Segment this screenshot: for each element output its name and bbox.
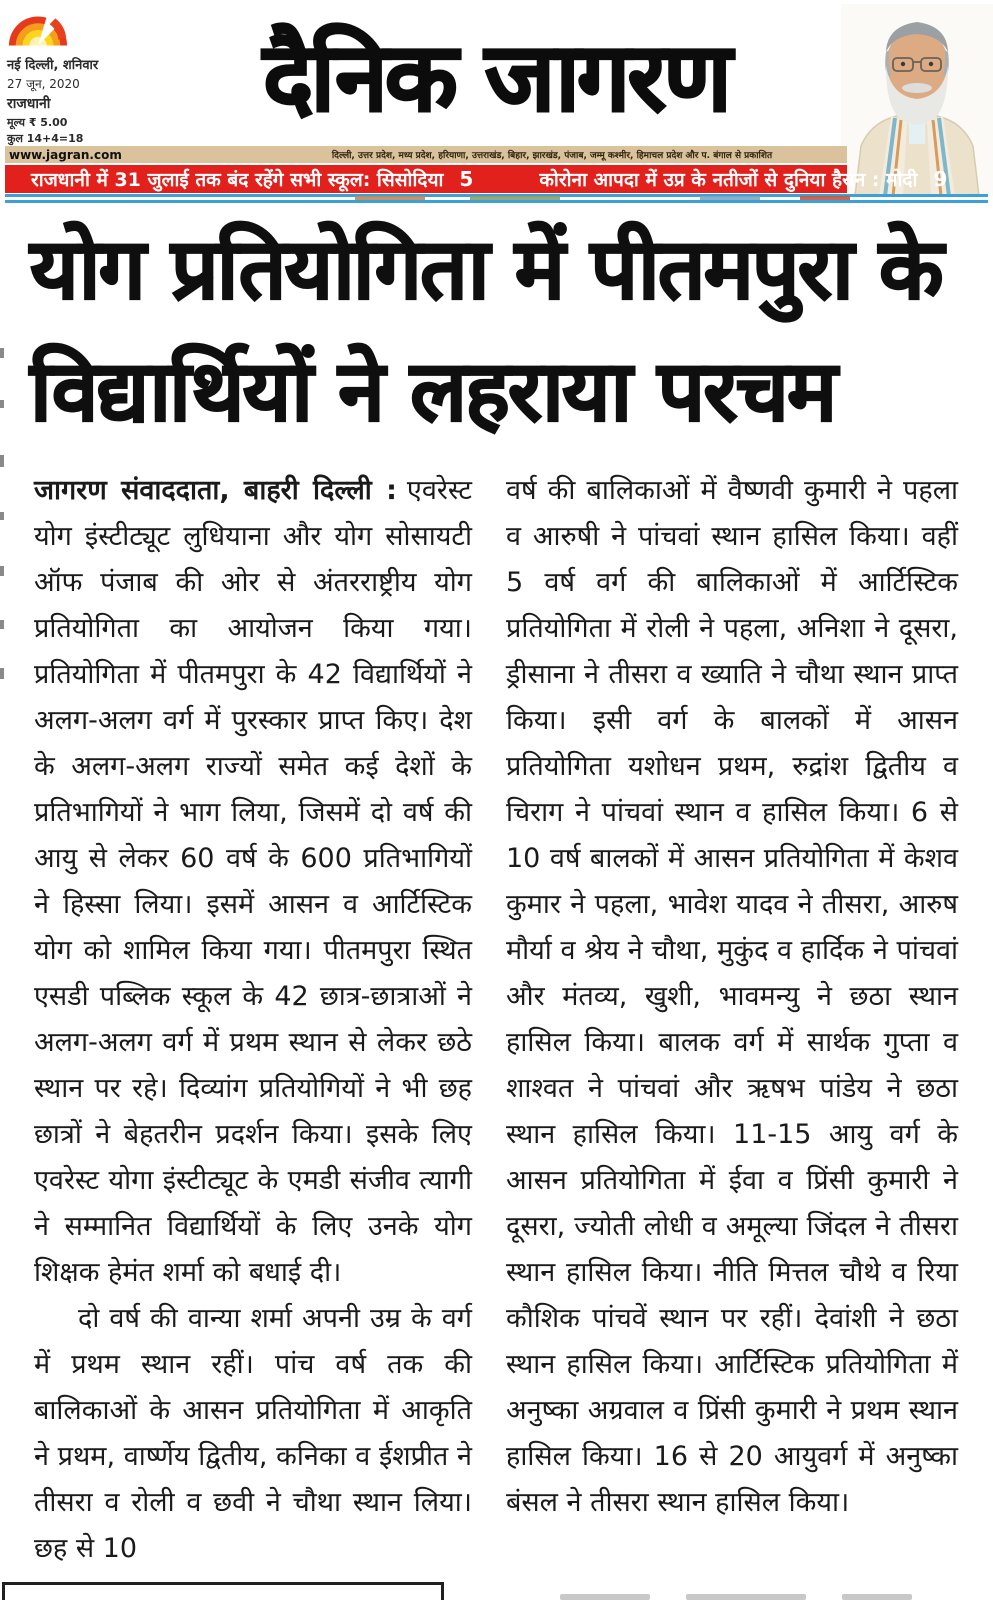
edition-date: 27 जून, 2020 <box>7 77 80 91</box>
article-column-right <box>506 468 958 1572</box>
ticker-right-headline: कोरोना आपदा में उप्र के नतीजों से दुनिया हैरान : मोदी <box>539 169 918 191</box>
headline-ticker <box>5 165 948 193</box>
website-url: www.jagran.com <box>9 147 122 162</box>
cutoff-text-stub <box>560 1594 650 1600</box>
edition-pages: कुल 14+4=18 <box>7 132 84 145</box>
article-column-left <box>34 468 472 1572</box>
edition-price: मूल्य ₹ 5.00 <box>7 116 68 129</box>
page-edge-mark <box>0 620 4 629</box>
page-edge-mark <box>0 455 4 467</box>
separator-rule-bottom <box>5 200 988 203</box>
web-strip <box>5 146 847 163</box>
article-body <box>34 468 958 1572</box>
byline: जागरण संवाददाता, बाहरी दिल्ली : <box>34 475 397 506</box>
ticker-left-page-number: 5 <box>459 167 474 191</box>
page-edge-mark <box>0 566 4 576</box>
newspaper-title: दैनिक जागरण <box>263 22 729 133</box>
jagran-sun-logo <box>7 12 69 48</box>
article-paragraph: वर्ष की बालिकाओं में वैष्णवी कुमारी ने पहला व आरुषी ने पांचवां स्थान हासिल किया। वहीं 5 वर्ष वर्ग की बालिकाओं में आर्टिस्टिक प्रतियोगिता में रोली ने पहला, अनिशा ने दूसरा, ड्रीसाना ने तीसरा व ख्याति ने चौथा स्थान प्राप्त किया। इसी वर्ग के बालकों में आसन प्रतियोगिता यशोधन प्रथम, रुद्रांश द्वितीय व चिराग ने पांचवां स्थान व हासिल किया। 6 से 10 वर्ष बालकों में आसन प्रतियोगिता में केशव कुमार ने पहला, भावेश यादव ने तीसरा, आरुष मौर्या व श्रेय ने चौथा, मुकुंद व हार्दिक ने पांचवां और मंतव्य, खुशी, भावमन्यु ने छठा स्थान हासिल किया। बालक वर्ग में सार्थक गुप्ता व शाश्वत ने पांचवां और ऋषभ पांडेय ने छठा स्थान हासिल किया। 11-15 आयु वर्ग के आसन प्रतियोगिता में ईवा व प्रिंसी कुमारी ने दूसरा, ज्योती लोधी व अमूल्या जिंदल ने तीसरा स्थान हासिल किया। नीति मित्तल चौथे व रिया कौशिक पांचवें स्थान पर रहीं। देवांशी ने छठा स्थान हासिल किया। आर्टिस्टिक प्रतियोगिता में अनुष्का अग्रवाल व प्रिंसी कुमारी ने प्रथम स्थान हासिल किया। 16 से 20 आयुवर्ग में अनुष्का बंसल ने तीसरा स्थान हासिल किया। <box>506 475 958 1518</box>
article-headline-line1: योग प्रतियोगिता में पीतमपुरा के <box>30 220 942 318</box>
article-paragraph <box>34 468 472 1296</box>
next-article-box <box>2 1582 444 1600</box>
edition-city-day: नई दिल्ली, शनिवार <box>7 58 99 73</box>
article-headline <box>30 208 965 452</box>
edition-name: राजधानी <box>7 96 51 112</box>
article-paragraph: दो वर्ष की वान्या शर्मा अपनी उम्र के वर्ग में प्रथम स्थान रहीं। पांच वर्ष तक की बालिकाओं के आसन प्रतियोगिता में आकृति ने प्रथम, वार्ष्णेय द्वितीय, कनिका व ईशप्रीत ने तीसरा व रोली व छवी ने चौथा स्थान लिया। छह से 10 <box>34 1303 472 1564</box>
ticker-left-headline: राजधानी में 31 जुलाई तक बंद रहेंगे सभी स्कूल: सिसोदिया <box>31 169 444 191</box>
cutoff-text-stub <box>686 1594 806 1600</box>
cutoff-text-stub <box>842 1594 912 1600</box>
page-edge-mark <box>0 668 4 679</box>
page-edge-mark <box>0 400 4 408</box>
page-edge-mark <box>0 512 4 520</box>
photo-fragment <box>470 196 560 200</box>
photo-fragment <box>700 196 760 200</box>
photo-fragment <box>355 196 425 200</box>
ticker-right-page-number: 9 <box>933 167 948 191</box>
page-edge-mark <box>0 348 4 358</box>
article-headline-line2: विद्यार्थियों ने लहराया परचम <box>30 342 836 440</box>
photo-fragment <box>800 196 850 200</box>
paragraph-text: एवरेस्ट योग इंस्टीट्यूट लुधियाना और योग सोसायटी ऑफ पंजाब की ओर से अंतरराष्ट्रीय योग प्रतियोगिता का आयोजन किया गया। प्रतियोगिता में पीतमपुरा के 42 विद्यार्थियों ने अलग-अलग वर्ग में पुरस्कार प्राप्त किए। देश के अलग-अलग राज्यों समेत कई देशों के प्रतिभागियों ने भाग लिया, जिसमें दो वर्ष की आयु से लेकर 60 वर्ष के 600 प्रतिभागियों ने हिस्सा लिया। इसमें आसन व आर्टिस्टिक योग को शामिल किया गया। पीतमपुरा स्थित एसडी पब्लिक स्कूल के 42 छात्र-छात्राओं ने अलग-अलग वर्ग में प्रथम स्थान से लेकर छठे स्थान पर रहे। दिव्यांग प्रतियोगियों ने भी छह छात्रों ने बेहतरीन प्रदर्शन किया। इसके लिए एवरेस्ट योगा इंस्टीट्यूट के एमडी संजीव त्यागी ने सम्मानित विद्यार्थियों के लिए उनके योग शिक्षक हेमंत शर्मा को बधाई दी। <box>34 475 472 1288</box>
publish-line: दिल्ली, उत्तर प्रदेश, मध्य प्रदेश, हरियाणा, उत्तराखंड, बिहार, झारखंड, पंजाब, जम्मू कश्मीर, हिमाचल प्रदेश और प. बंगाल से प्रकाशित <box>331 151 773 161</box>
edition-block <box>7 12 147 147</box>
